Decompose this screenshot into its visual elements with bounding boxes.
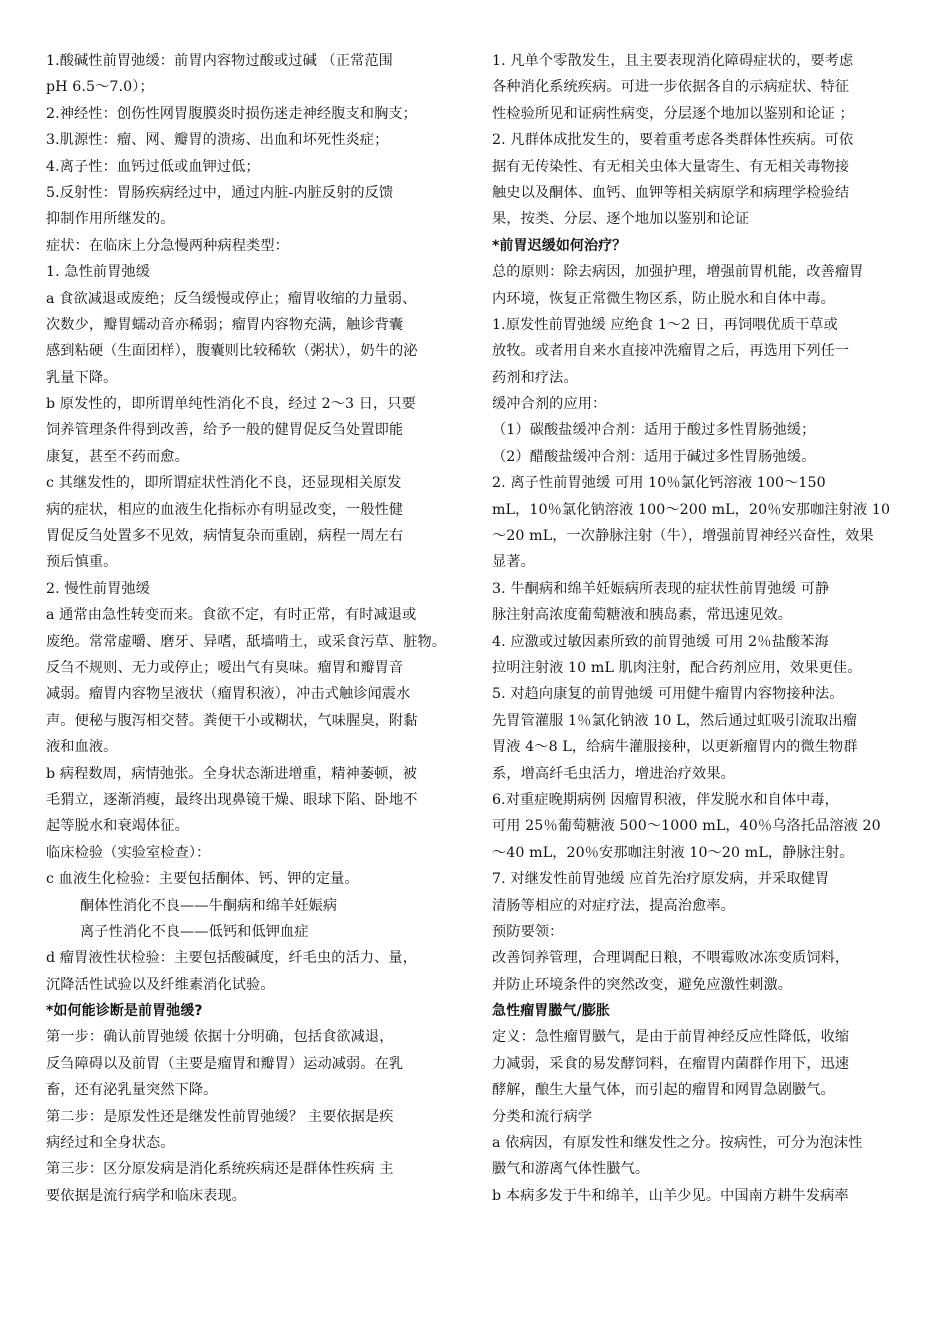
text-line: 临床检验（实验室检查）： — [46, 844, 211, 861]
text-line: 4. 应激或过敏因素所致的前胃弛缓 可用 2％盐酸苯海 — [492, 633, 829, 650]
text-line: pH 6.5～7.0）； — [46, 79, 154, 96]
text-line: 3.肌源性：瘤、网、瓣胃的溃疡、出血和坏死性炎症； — [46, 132, 389, 149]
text-line: 第三步：区分原发病是消化系统疾病还是群体性疾病 主 — [46, 1161, 394, 1178]
text-line: （2）醋酸盐缓冲合剂：适用于碱过多性胃肠弛缓。 — [492, 448, 816, 465]
text-line: 第二步：是原发性还是继发性前胃弛缓？ 主要依据是疾 — [46, 1108, 394, 1125]
text-line: 可用 25％葡萄糖液 500～1000 mL，40％乌洛托品溶液 20 — [492, 818, 881, 835]
text-line: a 依病因，有原发性和继发性之分。按病性，可分为泡沫性 — [492, 1135, 863, 1152]
text-line: 5.反射性：胃肠疾病经过中，通过内脏-内脏反射的反馈 — [46, 184, 394, 201]
right-column — [492, 48, 910, 1209]
text-line: 反刍障碍以及前胃（主要是瘤胃和瓣胃）运动减弱。在乳 — [46, 1055, 404, 1072]
text-line: 触史以及酮体、血钙、血钾等相关病原学和病理学检验结 — [492, 184, 850, 201]
text-line: 4.离子性：血钙过低或血钾过低； — [46, 158, 260, 175]
text-line: mL，10％氯化钠溶液 100～200 mL，20％安那咖注射液 10 — [492, 501, 891, 518]
text-line: 1. 急性前胃弛缓 — [46, 264, 151, 281]
text-line: 预防要领： — [492, 923, 564, 940]
text-line: c 其继发性的，即所谓症状性消化不良，还显现相关原发 — [46, 475, 402, 492]
text-line: 沉降活性试验以及纤维素消化试验。 — [46, 976, 275, 993]
left-column — [46, 48, 464, 1209]
text-line: 声。便秘与腹泻相交替。粪便干小或糊状，气味腥臭，附黏 — [46, 712, 418, 729]
text-line: 2. 离子性前胃弛缓 可用 10％氯化钙溶液 100～150 — [492, 475, 826, 492]
text-line: 1. 凡单个零散发生，且主要表现消化障碍症状的，要考虑 — [492, 53, 854, 69]
text-line: 改善饲养管理，合理调配日粮，不喂霉败冰冻变质饲料， — [492, 950, 850, 967]
text-line: 总的原则：除去病因，加强护理，增强前胃机能，改善瘤胃 — [492, 264, 864, 281]
text-line: 第一步：确认前胃弛缓 依据十分明确，包括食欲减退， — [46, 1029, 394, 1046]
text-line: 放牧。或者用自来水直接冲洗瘤胃之后，再选用下列任一 — [492, 343, 850, 360]
text-line: 系，增高纤毛虫活力，增进治疗效果。 — [492, 765, 735, 782]
text-line: 力减弱，采食的易发酵饲料，在瘤胃内菌群作用下，迅速 — [492, 1055, 850, 1072]
text-line: 据有无传染性、有无相关虫体大量寄生、有无相关毒物接 — [492, 158, 850, 175]
text-line: ～40 mL，20％安那咖注射液 10～20 mL，静脉注射。 — [492, 844, 854, 861]
text-line: 7. 对继发性前胃弛缓 应首先治疗原发病，并采取健胃 — [492, 871, 830, 888]
text-line: a 通常由急性转变而来。食欲不定，有时正常，有时减退或 — [46, 607, 417, 624]
text-line: 2.神经性：创伤性网胃腹膜炎时损伤迷走神经腹支和胸支； — [46, 105, 417, 122]
section-heading: *前胃迟缓如何治疗？ — [492, 237, 627, 254]
text-line: 病经过和全身状态。 — [46, 1135, 175, 1152]
text-line: 2. 凡群体成批发生的，要着重考虑各类群体性疾病。可依 — [492, 132, 854, 149]
text-line: 拉明注射液 10 mL 肌肉注射，配合药剂应用，效果更佳。 — [492, 659, 862, 676]
text-line: 分类和流行病学 — [492, 1108, 593, 1125]
text-line: 液和血液。 — [46, 739, 118, 756]
text-line: 饲养管理条件得到改善，给予一般的健胃促反刍处置即能 — [46, 422, 404, 439]
text-line: 毛猬立，逐渐消瘦，最终出现鼻镜干燥、眼球下陷、卧地不 — [46, 791, 418, 808]
text-line: b 本病多发于牛和绵羊，山羊少见。中国南方耕牛发病率 — [492, 1187, 849, 1204]
text-line: 内环境，恢复正常微生物区系，防止脱水和自体中毒。 — [492, 290, 835, 307]
text-line: 果，按类、分层、逐个地加以鉴别和论证 — [492, 211, 750, 228]
text-line: 减弱。瘤胃内容物呈液状（瘤胃积液），冲击式触诊闻震水 — [46, 686, 411, 703]
text-line: 缓冲合剂的应用： — [492, 396, 607, 413]
text-line: ～20 mL，一次静脉注射（牛），增强前胃神经兴奋性，效果 — [492, 528, 874, 545]
text-line: 感到粘硬（生面团样），腹囊则比较稀软（粥状），奶牛的泌 — [46, 343, 418, 360]
text-line: 性检验所见和证病性病变，分层逐个地加以鉴别和论证 ； — [492, 105, 854, 122]
text-line: 要依据是流行病学和临床表现。 — [46, 1187, 247, 1204]
text-line: 1.酸碱性前胃弛缓：前胃内容物过酸或过碱 （正常范围 — [46, 53, 393, 69]
text-line: 起等脱水和衰竭体征。 — [46, 818, 189, 835]
text-line: 病的症状，相应的血液生化指标亦有明显改变，一般性健 — [46, 501, 404, 518]
text-line: 臌气和游离气体性臌气。 — [492, 1161, 650, 1178]
text-line: 脉注射高浓度葡萄糖液和胰岛素，常迅速见效。 — [492, 607, 793, 624]
text-line: 酵解，酿生大量气体，而引起的瘤胃和网胃急剧臌气。 — [492, 1082, 835, 1099]
text-line: c 血液生化检验：主要包括酮体、钙、钾的定量。 — [46, 871, 359, 888]
text-line: 定义：急性瘤胃臌气，是由于前胃神经反应性降低，收缩 — [492, 1029, 850, 1046]
text-line: 抑制作用所继发的。 — [46, 211, 175, 228]
text-line: 并防止环境条件的突然改变，避免应激性刺激。 — [492, 976, 793, 993]
text-line: 胃液 4～8 L，给病牛灌服接种，以更新瘤胃内的微生物群 — [492, 739, 858, 756]
text-line: 1.原发性前胃弛缓 应绝食 1～2 日，再饲喂优质干草或 — [492, 316, 838, 333]
text-line: b 病程数周，病情弛张。全身状态渐进增重，精神萎顿，被 — [46, 765, 417, 782]
text-line: a 食欲减退或废绝；反刍缓慢或停止；瘤胃收缩的力量弱、 — [46, 290, 417, 307]
text-line: d 瘤胃液性状检验：主要包括酸碱度，纤毛虫的活力、量， — [46, 950, 417, 967]
text-line: b 原发性的，即所谓单纯性消化不良，经过 2～3 日，只要 — [46, 396, 416, 413]
text-line: 症状：在临床上分急慢两种病程类型： — [46, 237, 289, 254]
text-line: 显著。 — [492, 554, 535, 571]
section-heading: *如何能诊断是前胃弛缓? — [46, 1003, 203, 1020]
text-line: 2. 慢性前胃弛缓 — [46, 580, 151, 597]
text-line: 乳量下降。 — [46, 369, 118, 386]
text-line: 药剂和疗法。 — [492, 369, 578, 386]
text-line: 康复，甚至不药而愈。 — [46, 448, 189, 465]
text-line: 5. 对趋向康复的前胃弛缓 可用健牛瘤胃内容物接种法。 — [492, 686, 844, 703]
text-line: 清肠等相应的对症疗法，提高治愈率。 — [492, 897, 735, 914]
text-line: 次数少，瓣胃蠕动音亦稀弱；瘤胃内容物充满，触诊背囊 — [46, 316, 404, 333]
text-line: 胃促反刍处置多不见效，病情复杂而重剧，病程一周左右 — [46, 528, 404, 545]
text-line: 6.对重症晚期病例 因瘤胃积液，伴发脱水和自体中毒， — [492, 791, 839, 808]
text-line: 酮体性消化不良——牛酮病和绵羊妊娠病 — [80, 897, 338, 914]
text-line: 3. 牛酮病和绵羊妊娠病所表现的症状性前胃弛缓 可静 — [492, 580, 830, 597]
text-line: 离子性消化不良——低钙和低钾血症 — [80, 923, 309, 940]
text-line: 预后慎重。 — [46, 554, 118, 571]
text-line: （1）碳酸盐缓冲合剂：适用于酸过多性胃肠弛缓； — [492, 422, 816, 439]
section-heading: 急性瘤胃臌气/膨胀 — [492, 1003, 611, 1020]
text-line: 畜，还有泌乳量突然下降。 — [46, 1082, 218, 1099]
text-line: 各种消化系统疾病。可进一步依据各自的示病症状、特征 — [492, 79, 850, 96]
text-line: 废绝。常常虚嚼、磨牙、异嗜，舐墙啃土，或采食污草、脏物。 — [46, 633, 447, 650]
text-line: 先胃管灌服 1％氯化钠液 10 L，然后通过虹吸引流取出瘤 — [492, 712, 858, 729]
text-line: 反刍不规则、无力或停止；嗳出气有臭味。瘤胃和瓣胃音 — [46, 659, 404, 676]
